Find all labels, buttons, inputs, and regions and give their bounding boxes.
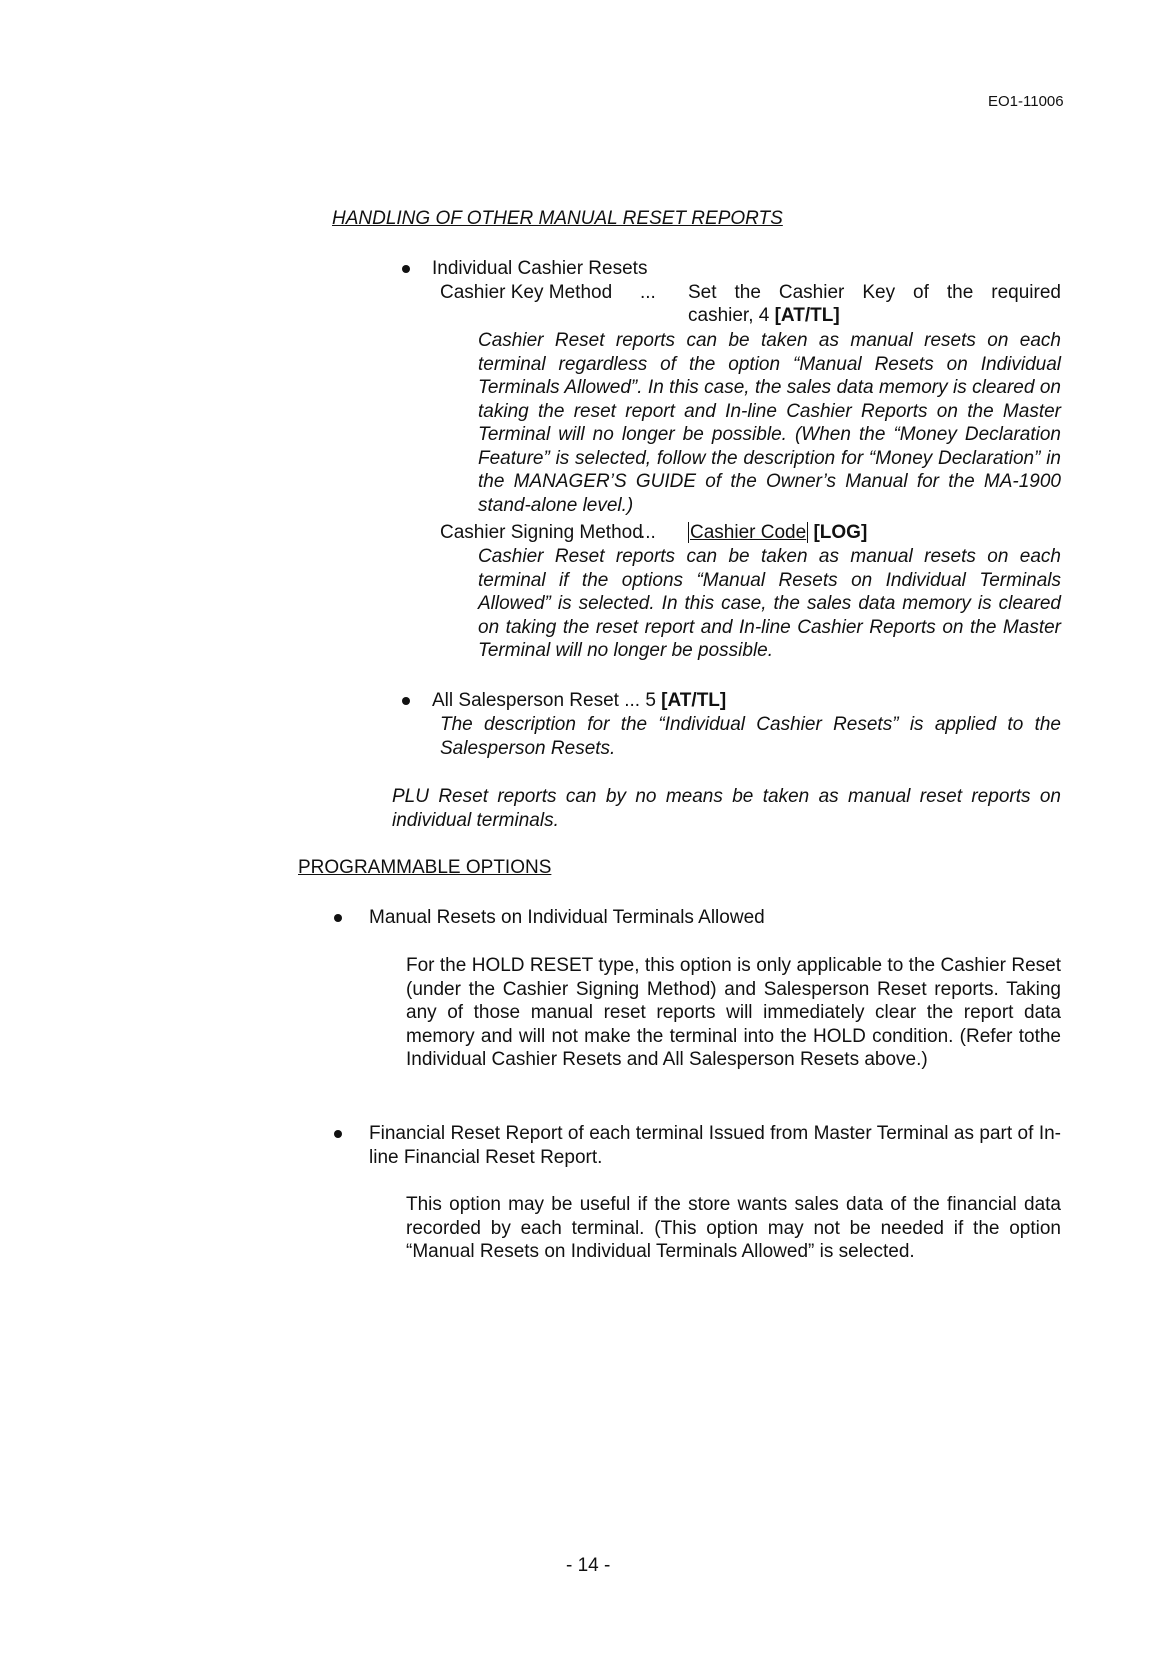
cashier-code-box: Cashier Code [690,522,807,543]
cashier-signing-method-note: Cashier Reset reports can be taken as manual resets on each terminal if the options “Manual Resets on Individual Terminals Allowed” is selected. In this case, the sales data memory is cleared on taking the reset report and In-line Cashier Reports on the Master Terminal will no longer be possible. [478,546,1061,661]
at-tl-key-label: [AT/TL] [774,305,840,326]
option-financial-reset-body: This option may be useful if the store wants sales data of the financial data recorded by each terminal. (This option may not be needed if the option “Manual Resets on Individual Terminals Allowed” is selected. [406,1194,1061,1262]
cashier-key-method-label: Cashier Key Method [440,282,613,303]
cashier-key-instruction-line2 [688,304,840,328]
all-salesperson-note: The description for the “Individual Cashier Resets” is applied to the Salesperson Resets. [440,714,1061,759]
log-key-label: [LOG] [813,522,868,543]
section-title-programmable-options: PROGRAMMABLE OPTIONS [298,857,552,878]
document-code: EO1-11006 [988,93,1064,110]
bullet-icon [334,1130,342,1138]
all-salesperson-heading-text: All Salesperson Reset ... 5 [432,690,662,711]
cashier-key-instruction-line1: Set the Cashier Key of the required [688,282,1061,303]
individual-cashier-heading: Individual Cashier Resets [432,258,648,279]
all-salesperson-heading [432,689,726,713]
option-manual-resets-heading: Manual Resets on Individual Terminals Allowed [369,907,765,928]
cashier-signing-method-dots: ... [640,522,656,543]
at-tl-key-label: [AT/TL] [661,690,727,711]
bullet-icon [402,265,410,273]
option-manual-resets-body: For the HOLD RESET type, this option is only applicable to the Cashier Reset (under the Cashier Signing Method) and Salesperson Reset reports. Taking any of those manual reset reports will immediately clear the report data memory and will not make the terminal into the HOLD condition. (Refer tothe Individual Cashier Resets and All Salesperson Resets above.) [406,955,1061,1070]
cashier-key-method-note: Cashier Reset reports can be taken as manual resets on each terminal regardless of the option “Manual Resets on Individual Terminals Allowed”. In this case, the sales data memory is cleared on taking the reset report and In-line Cashier Reports on the Master Terminal will no longer be possible. (When the “Money Declaration Feature” is selected, follow the description for “Money Declaration” in the MANAGER’S GUIDE of the Owner’s Manual for the MA-1900 stand-alone level.) [478,330,1061,516]
cashier-signing-method-instruction [688,521,867,545]
bullet-icon [402,697,410,705]
option-financial-reset-heading: Financial Reset Report of each terminal Issued from Master Terminal as part of In-line Financial Reset Report. [369,1123,1061,1168]
cashier-signing-method-label: Cashier Signing Method [440,522,643,543]
bullet-icon [334,914,342,922]
cashier-key-instruction-text: cashier, 4 [688,305,775,326]
page-number: - 14 - [566,1555,611,1576]
section-title-manual-reset-reports: HANDLING OF OTHER MANUAL RESET REPORTS [332,208,783,229]
plu-reset-note: PLU Reset reports can by no means be taken as manual reset reports on individual terminals. [392,786,1061,831]
cashier-key-method-dots: ... [640,282,656,303]
